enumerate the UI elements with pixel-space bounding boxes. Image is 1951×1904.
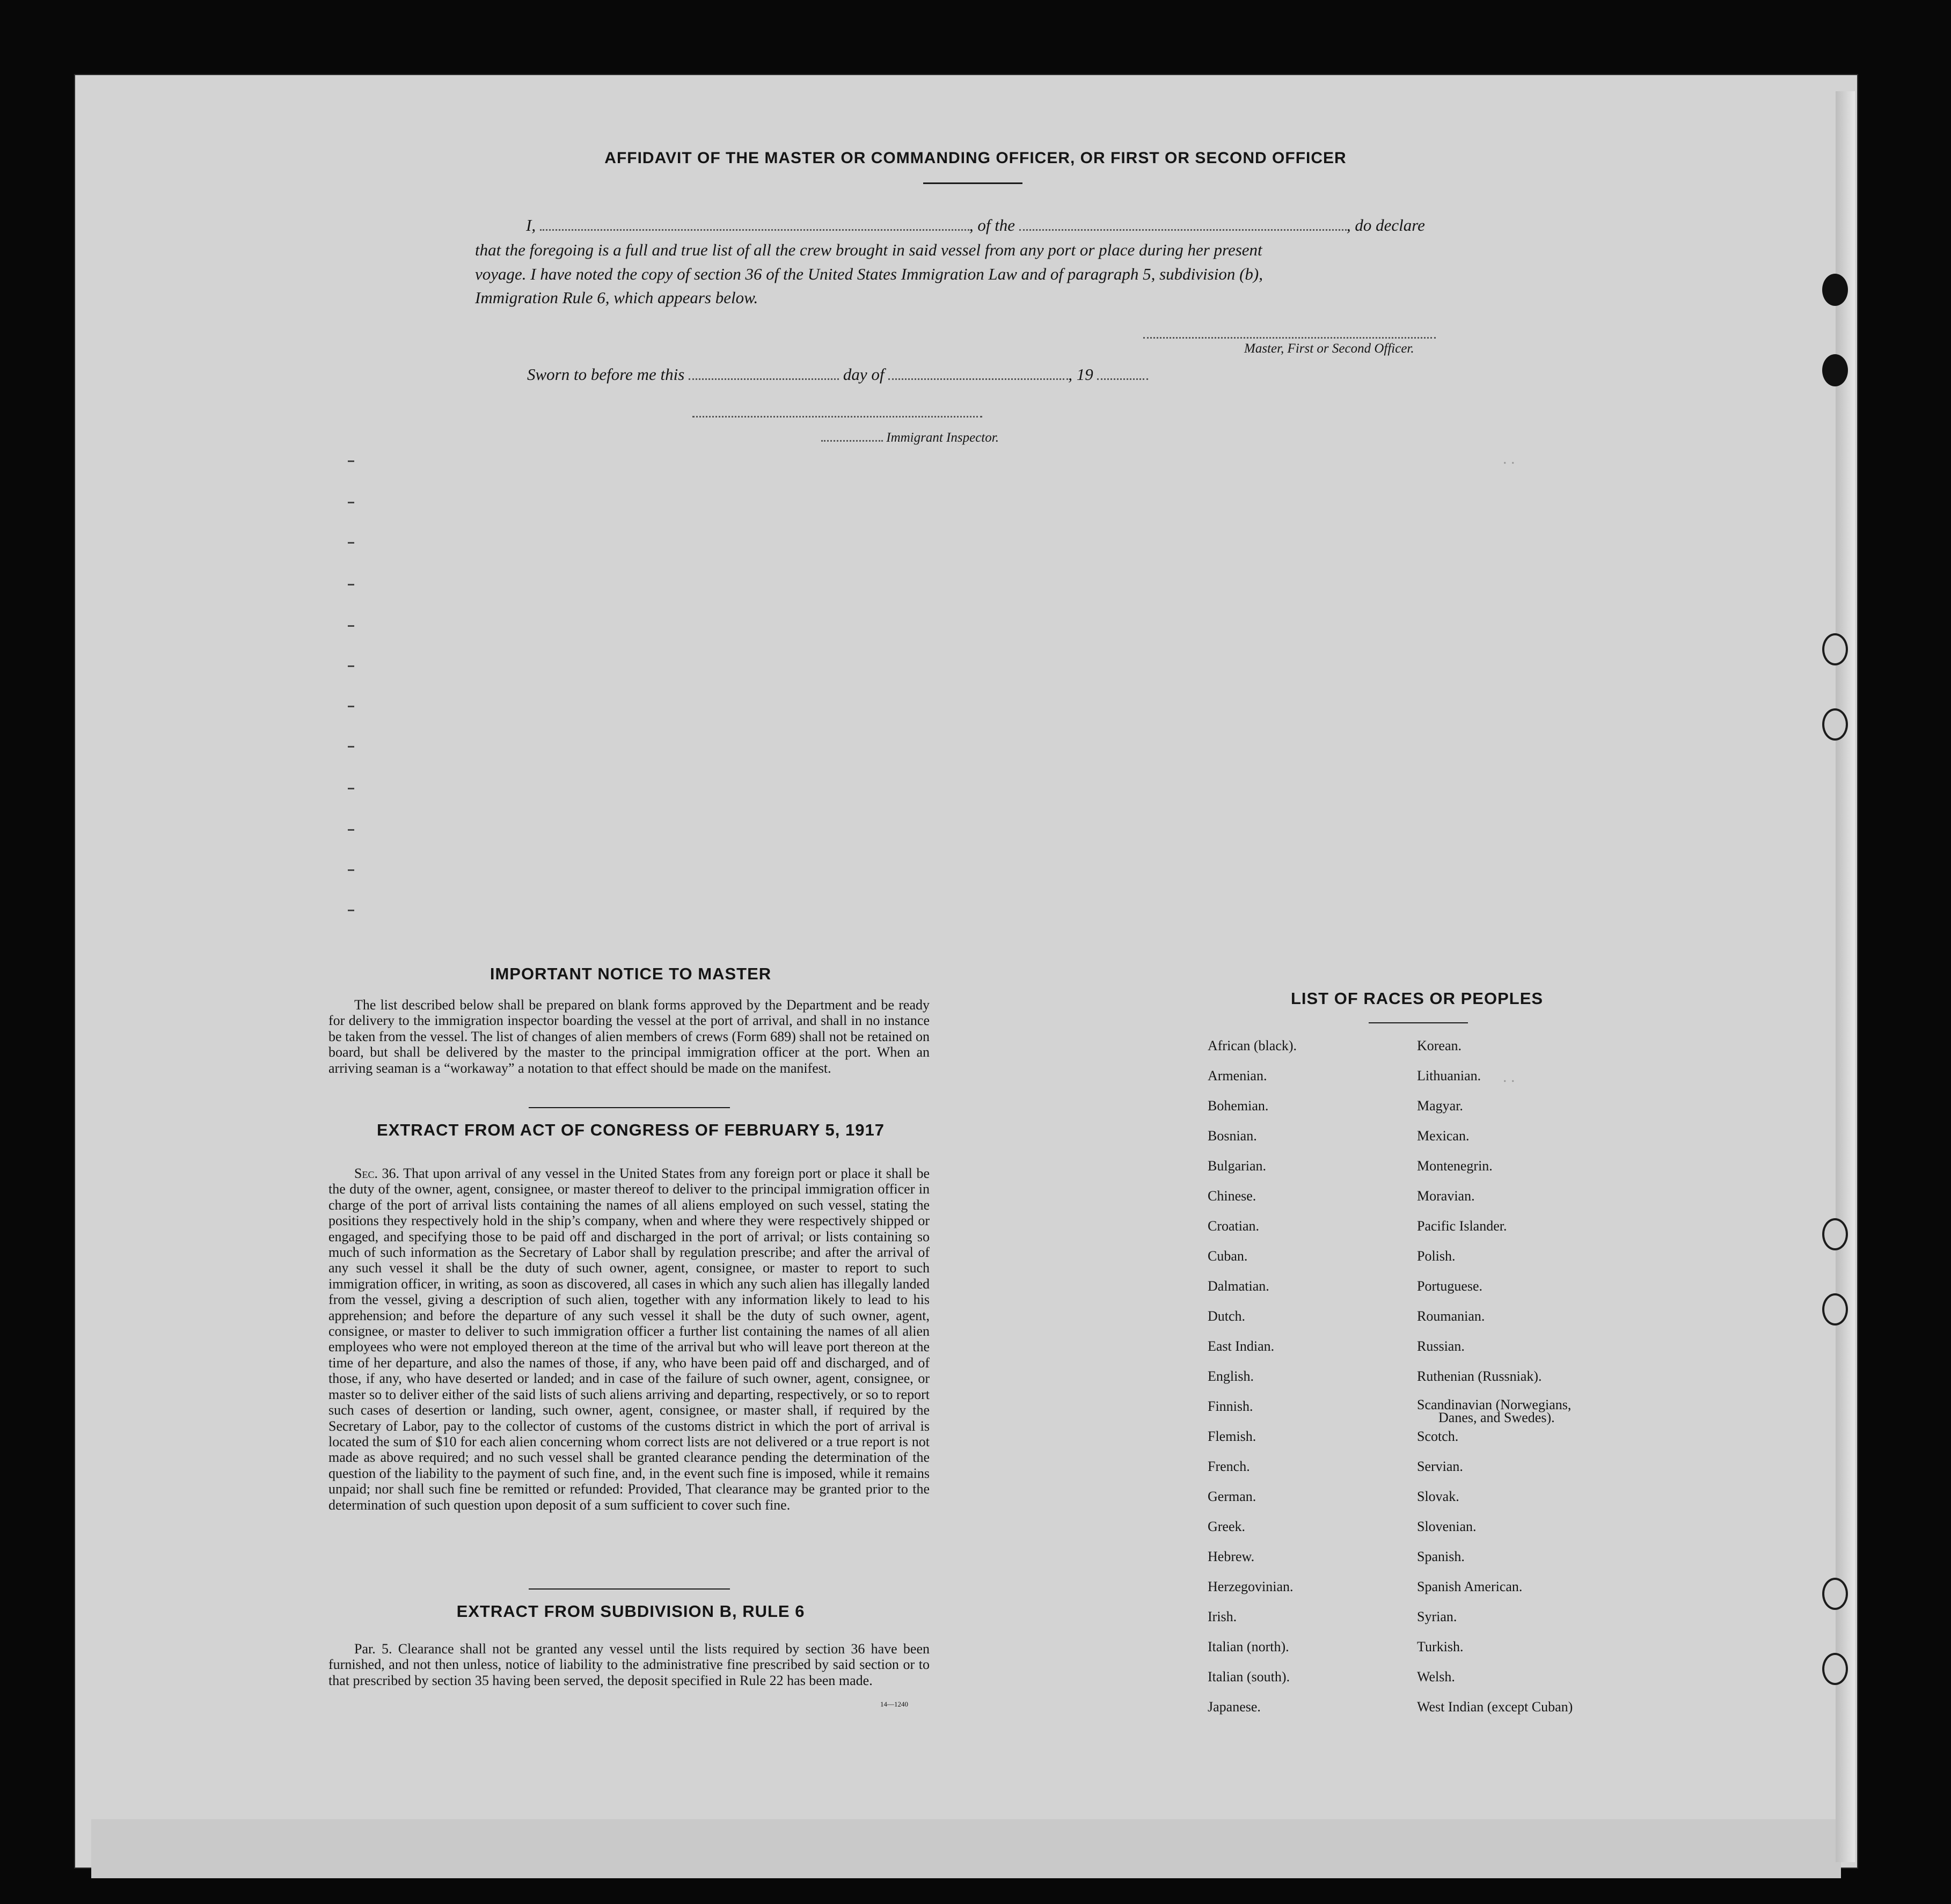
race-item: Ruthenian (Russniak).: [1417, 1368, 1542, 1384]
race-item: Slovenian.: [1417, 1519, 1477, 1534]
race-item: Japanese.: [1208, 1699, 1261, 1715]
binder-hole: [1822, 354, 1848, 386]
vessel-blank[interactable]: [1019, 229, 1347, 231]
race-item: Bulgarian.: [1208, 1158, 1267, 1174]
race-item: Roumanian.: [1417, 1308, 1485, 1324]
races-heading: LIST OF RACES OR PEOPLES: [1290, 989, 1544, 1008]
race-item: West Indian (except Cuban): [1417, 1699, 1573, 1715]
inspector-signature-line[interactable]: [692, 416, 982, 418]
race-item: Greek.: [1208, 1519, 1246, 1534]
race-item: Scotch.: [1417, 1429, 1459, 1444]
inspector-label: Immigrant Inspector.: [821, 430, 999, 445]
race-item: Polish.: [1417, 1248, 1456, 1264]
row-dash: [348, 665, 354, 667]
race-item: Cuban.: [1208, 1248, 1248, 1264]
row-dash: [348, 869, 354, 871]
race-item: Portuguese.: [1417, 1278, 1483, 1294]
heading-rule: [923, 182, 1022, 184]
race-item: Flemish.: [1208, 1429, 1256, 1444]
form-number: 14—1240: [880, 1700, 908, 1708]
race-item: Pacific Islander.: [1417, 1218, 1507, 1234]
act-heading: EXTRACT FROM ACT OF CONGRESS OF FEBRUARY 5, 1917: [377, 1121, 885, 1139]
binder-hole: [1822, 1293, 1848, 1326]
race-item: Turkish.: [1417, 1639, 1464, 1654]
race-item: Russian.: [1417, 1338, 1465, 1354]
race-item: French.: [1208, 1459, 1250, 1474]
affidavit-heading: AFFIDAVIT OF THE MASTER OR COMMANDING OFFICER, OR FIRST OR SECOND OFFICER: [604, 149, 1347, 167]
row-dash: [348, 746, 354, 748]
row-dash: [348, 706, 354, 707]
row-dash: [348, 788, 354, 789]
race-item: Welsh.: [1417, 1669, 1455, 1685]
name-blank[interactable]: [540, 229, 969, 231]
race-item: Finnish.: [1208, 1398, 1253, 1414]
race-item: Chinese.: [1208, 1188, 1256, 1204]
race-item: English.: [1208, 1368, 1254, 1384]
race-item: Magyar.: [1417, 1098, 1463, 1114]
binder-hole: [1822, 274, 1848, 306]
race-item: Croatian.: [1208, 1218, 1260, 1234]
section-rule: [529, 1588, 730, 1590]
underlying-page-edge: [91, 1819, 1841, 1878]
heading-rule: [1369, 1022, 1468, 1023]
row-dash: [348, 542, 354, 544]
race-item: Syrian.: [1417, 1609, 1457, 1624]
section-rule: [529, 1107, 730, 1108]
row-dash: [348, 625, 354, 627]
affidavit-line-3: voyage. I have noted the copy of section 36 of the United States Immigration Law and of paragraph 5, subdivision (b),: [475, 265, 1263, 283]
race-item-line: Scandinavian (Norwegians,: [1417, 1397, 1572, 1412]
master-signature-label: Master, First or Second Officer.: [1244, 341, 1414, 356]
row-dash: [348, 502, 354, 503]
notice-heading: IMPORTANT NOTICE TO MASTER: [489, 964, 772, 983]
race-item: Spanish American.: [1417, 1579, 1523, 1594]
rule-body: Par. 5. Clearance shall not be granted any vessel until the lists required by section 36 have been furnished, and not then unless, notice of liability to the administrative fine prescribed by said section or to that prescribed by section 35 having been served, the deposit specified in Rule 22 has been made.: [328, 1641, 930, 1688]
rule-heading: EXTRACT FROM SUBDIVISION B, RULE 6: [456, 1602, 805, 1621]
race-item: Servian.: [1417, 1459, 1463, 1474]
binder-hole: [1822, 1653, 1848, 1685]
bleed-through-mark: . .: [1503, 1068, 1515, 1086]
affidavit-line-4: Immigration Rule 6, which appears below.: [475, 288, 758, 307]
race-item: German.: [1208, 1489, 1256, 1504]
races-left-column: [1208, 1038, 1297, 1729]
race-item-continuation: Danes, and Swedes).: [1438, 1410, 1555, 1425]
binder-hole: [1822, 1578, 1848, 1610]
row-dash: [348, 910, 354, 911]
race-item: African (black).: [1208, 1038, 1297, 1053]
race-item: [1417, 1398, 1573, 1429]
sworn-line: Sworn to before me this day of , 19: [527, 365, 1148, 384]
race-item: Dalmatian.: [1208, 1278, 1269, 1294]
binder-hole: [1822, 633, 1848, 665]
row-dash: [348, 829, 354, 831]
binder-hole: [1822, 1218, 1848, 1250]
race-item: Bosnian.: [1208, 1128, 1257, 1144]
row-dash: [348, 584, 354, 585]
race-item: Moravian.: [1417, 1188, 1475, 1204]
races-right-column: [1417, 1038, 1573, 1729]
race-item: Armenian.: [1208, 1068, 1267, 1083]
race-item: Lithuanian.: [1417, 1068, 1481, 1083]
race-item: Bohemian.: [1208, 1098, 1269, 1114]
notice-body: The list described below shall be prepared on blank forms approved by the Department and be ready for delivery to the immigration inspector boarding the vessel at the port of arrival, and shall in no instance be taken from the vessel. The list of changes of alien members of crews (Form 689) shall not be retained on board, but shall be delivered by the master to the principal immigration officer at the port. When an arriving seaman is a “workaway” a notation to that effect should be made on the manifest.: [328, 997, 930, 1076]
bleed-through-mark: . .: [1503, 450, 1515, 467]
sworn-year-blank[interactable]: [1097, 378, 1148, 380]
affidavit-line-1: I, , of the , do declare: [526, 216, 1425, 235]
race-item: Dutch.: [1208, 1308, 1246, 1324]
act-body: Sec. 36. That upon arrival of any vessel in the United States from any foreign port or place it shall be the duty of the owner, agent, consignee, or master thereof to deliver to the principal immigration officer in charge of the port of arrival lists containing the names of all aliens employed on such vessel, stating the positions they respectively hold in the ship’s company, when and where they were respectively shipped or engaged, and specifying those to be paid off and discharged in the port of arrival; or lists containing so much of such information as the Secretary of Labor shall by regulation prescribe; and after the arrival of any such vessel it shall be the duty of such owner, agent, consignee, or master to report to such immigration officer, in writing, as soon as discovered, all cases in which any such alien has illegally landed from the vessel, giving a description of such alien, together with any information likely to lead to his apprehension; and before the departure of any such vessel it shall be the duty of such owner, agent, consignee, or master to deliver to such immigration officer a further list containing the names of all alien employees who were not employed thereon at the time of the arrival but who will leave port thereon at the time of her departure, and also the names of those, if any, who have been paid off and discharged, and of those, if any, who have deserted or landed; and in case of the failure of such owner, agent, consignee, or master so to deliver either of the said lists of such aliens arriving and departing, respectively, or so to report such cases of desertion or landing, such owner, agent, consignee, or master shall, if required by the Secretary of Labor, pay to the collector of customs of the customs district in which the port of arrival is located the sum of $10 for each alien concerning whom correct lists are not delivered or a true report is not made as above required; and no such vessel shall be granted clearance pending the determination of the question of the liability to the payment of such fine, and, in the event such fine is imposed, while it remains unpaid; nor shall such fine be remitted or refunded: Provided, That clearance may be granted prior to the determination of such question upon deposit of a sum sufficient to cover such fine.: [328, 1166, 930, 1513]
race-item: Italian (north).: [1208, 1639, 1289, 1654]
race-item: Spanish.: [1417, 1549, 1465, 1564]
master-signature-line[interactable]: [1143, 337, 1436, 339]
race-item: Hebrew.: [1208, 1549, 1255, 1564]
race-item: Slovak.: [1417, 1489, 1459, 1504]
race-item: Korean.: [1417, 1038, 1462, 1053]
race-item: Italian (south).: [1208, 1669, 1290, 1685]
affidavit-line-2: that the foregoing is a full and true list of all the crew brought in said vessel from any port or place during her present: [475, 240, 1262, 259]
row-dash: [348, 460, 354, 462]
binder-hole: [1822, 708, 1848, 741]
sworn-month-blank[interactable]: [888, 378, 1068, 380]
sworn-day-blank[interactable]: [689, 378, 839, 380]
race-item: Mexican.: [1417, 1128, 1470, 1144]
race-item: Montenegrin.: [1417, 1158, 1493, 1174]
race-item: Irish.: [1208, 1609, 1237, 1624]
race-item: East Indian.: [1208, 1338, 1275, 1354]
race-item: Herzegovinian.: [1208, 1579, 1294, 1594]
